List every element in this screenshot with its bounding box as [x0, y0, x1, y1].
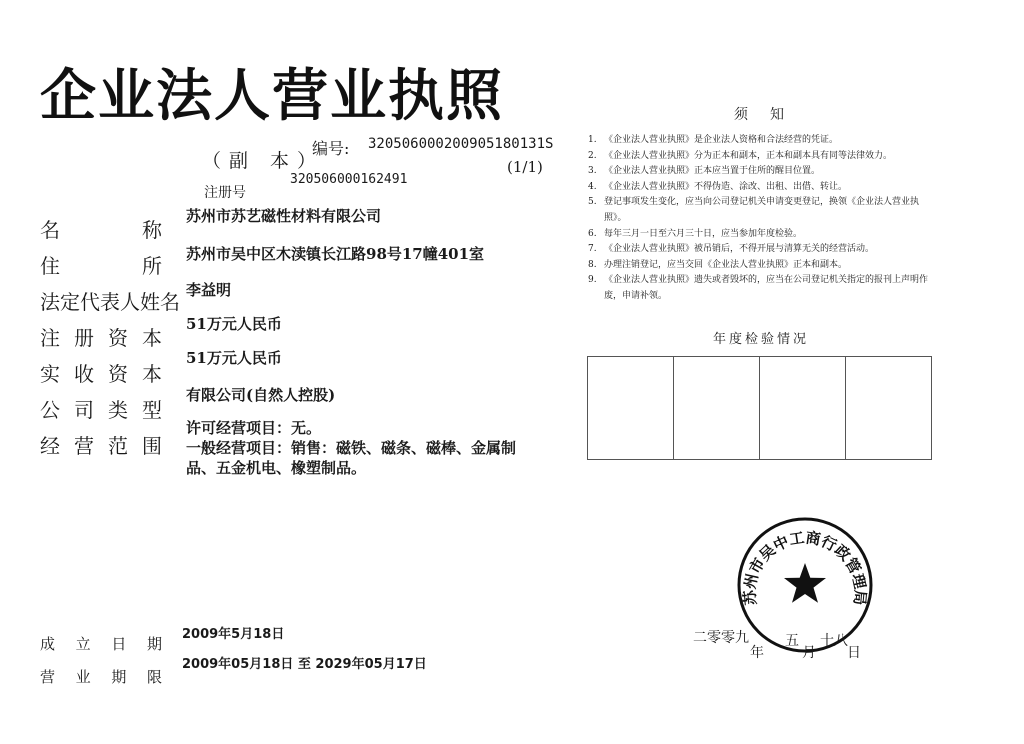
- field-label-business-scope: 经营范围: [40, 434, 162, 458]
- inspection-cell: [846, 357, 931, 459]
- notice-item: 5. 登记事项发生变化，应当向公司登记机关申请变更登记，换领《企业法人营业执照》。: [588, 197, 920, 223]
- notice-item: 8. 办理注销登记，应当交回《企业法人营业执照》正本和副本。: [588, 259, 848, 270]
- notice-title: 须知: [734, 107, 806, 123]
- field-label-address: 住所: [40, 254, 162, 278]
- inspection-cell: [588, 357, 674, 459]
- star-icon: [784, 563, 826, 603]
- issue-day: 十八: [820, 633, 848, 649]
- issue-month: 五: [785, 633, 799, 649]
- field-label-registered-capital: 注册资本: [40, 326, 162, 350]
- official-seal: [735, 515, 875, 655]
- issue-day-unit: 日: [847, 645, 861, 661]
- field-value-paid-capital: 51万元人民币: [186, 349, 282, 367]
- seal-text: 苏州市吴中工商行政管理局: [740, 528, 870, 606]
- notice-item: 7. 《企业法人营业执照》被吊销后，不得开展与清算无关的经营活动。: [588, 244, 875, 255]
- issue-year: 二零零九: [693, 630, 749, 646]
- copy-label: （副 本）: [202, 150, 325, 172]
- annual-inspection-title: 年度检验情况: [713, 332, 810, 347]
- field-value-business-scope: [186, 418, 536, 478]
- notice-item: 6. 每年三月一日至六月三十日，应当参加年度检验。: [588, 228, 803, 239]
- issue-month-unit: 月: [802, 645, 816, 661]
- notice-item: 2. 《企业法人营业执照》分为正本和副本，正本和副本具有同等法律效力。: [588, 150, 893, 161]
- document-title: 企业法人营业执照: [40, 64, 504, 129]
- notice-list: [588, 133, 933, 305]
- notice-item: 9. 《企业法人营业执照》遗失或者毁坏的，应当在公司登记机关指定的报刊上声明作废，申请补领。: [588, 275, 929, 301]
- field-label-name: 名称: [40, 218, 162, 242]
- field-value-address: 苏州市吴中区木渎镇长江路98号17幢401室: [186, 245, 485, 263]
- field-value-registered-capital: 51万元人民币: [186, 315, 282, 333]
- notice-item: 1. 《企业法人营业执照》是企业法人资格和合法经营的凭证。: [588, 135, 839, 145]
- field-label-established: 成立日期: [40, 635, 162, 653]
- business-scope-line2: 一般经营项目：销售：磁铁、磁条、磁棒、金属制品、五金机电、橡塑制品。: [186, 439, 517, 477]
- field-label-term: 营业期限: [40, 668, 162, 686]
- field-value-company-type: 有限公司(自然人控股): [186, 386, 336, 404]
- field-value-established: 2009年5月18日: [182, 627, 285, 642]
- field-value-legal-rep: 李益明: [186, 281, 232, 299]
- field-label-company-type: 公司类型: [40, 398, 162, 422]
- notice-item: 4. 《企业法人营业执照》不得伪造、涂改、出租、出借、转让。: [588, 181, 848, 192]
- registration-label: 注册号: [204, 185, 246, 201]
- business-scope-line1: 许可经营项目：无。: [186, 419, 322, 437]
- field-value-term: 2009年05月18日 至 2029年05月17日: [182, 657, 427, 672]
- field-value-name: 苏州市苏艺磁性材料有限公司: [186, 207, 382, 225]
- issue-year-unit: 年: [750, 645, 764, 661]
- inspection-cell: [674, 357, 760, 459]
- notice-item: 3. 《企业法人营业执照》正本应当置于住所的醒目位置。: [588, 166, 821, 177]
- field-label-paid-capital: 实收资本: [40, 362, 162, 386]
- registration-number: 320506000162491: [290, 172, 408, 187]
- inspection-cell: [760, 357, 846, 459]
- license-number-label: 编号:: [312, 139, 350, 158]
- field-label-legal-rep: 法定代表人姓名: [40, 290, 180, 314]
- license-number-value: 320506000200905180131S: [368, 136, 554, 152]
- page-indicator: (1/1): [507, 158, 543, 176]
- annual-inspection-table: [587, 356, 932, 460]
